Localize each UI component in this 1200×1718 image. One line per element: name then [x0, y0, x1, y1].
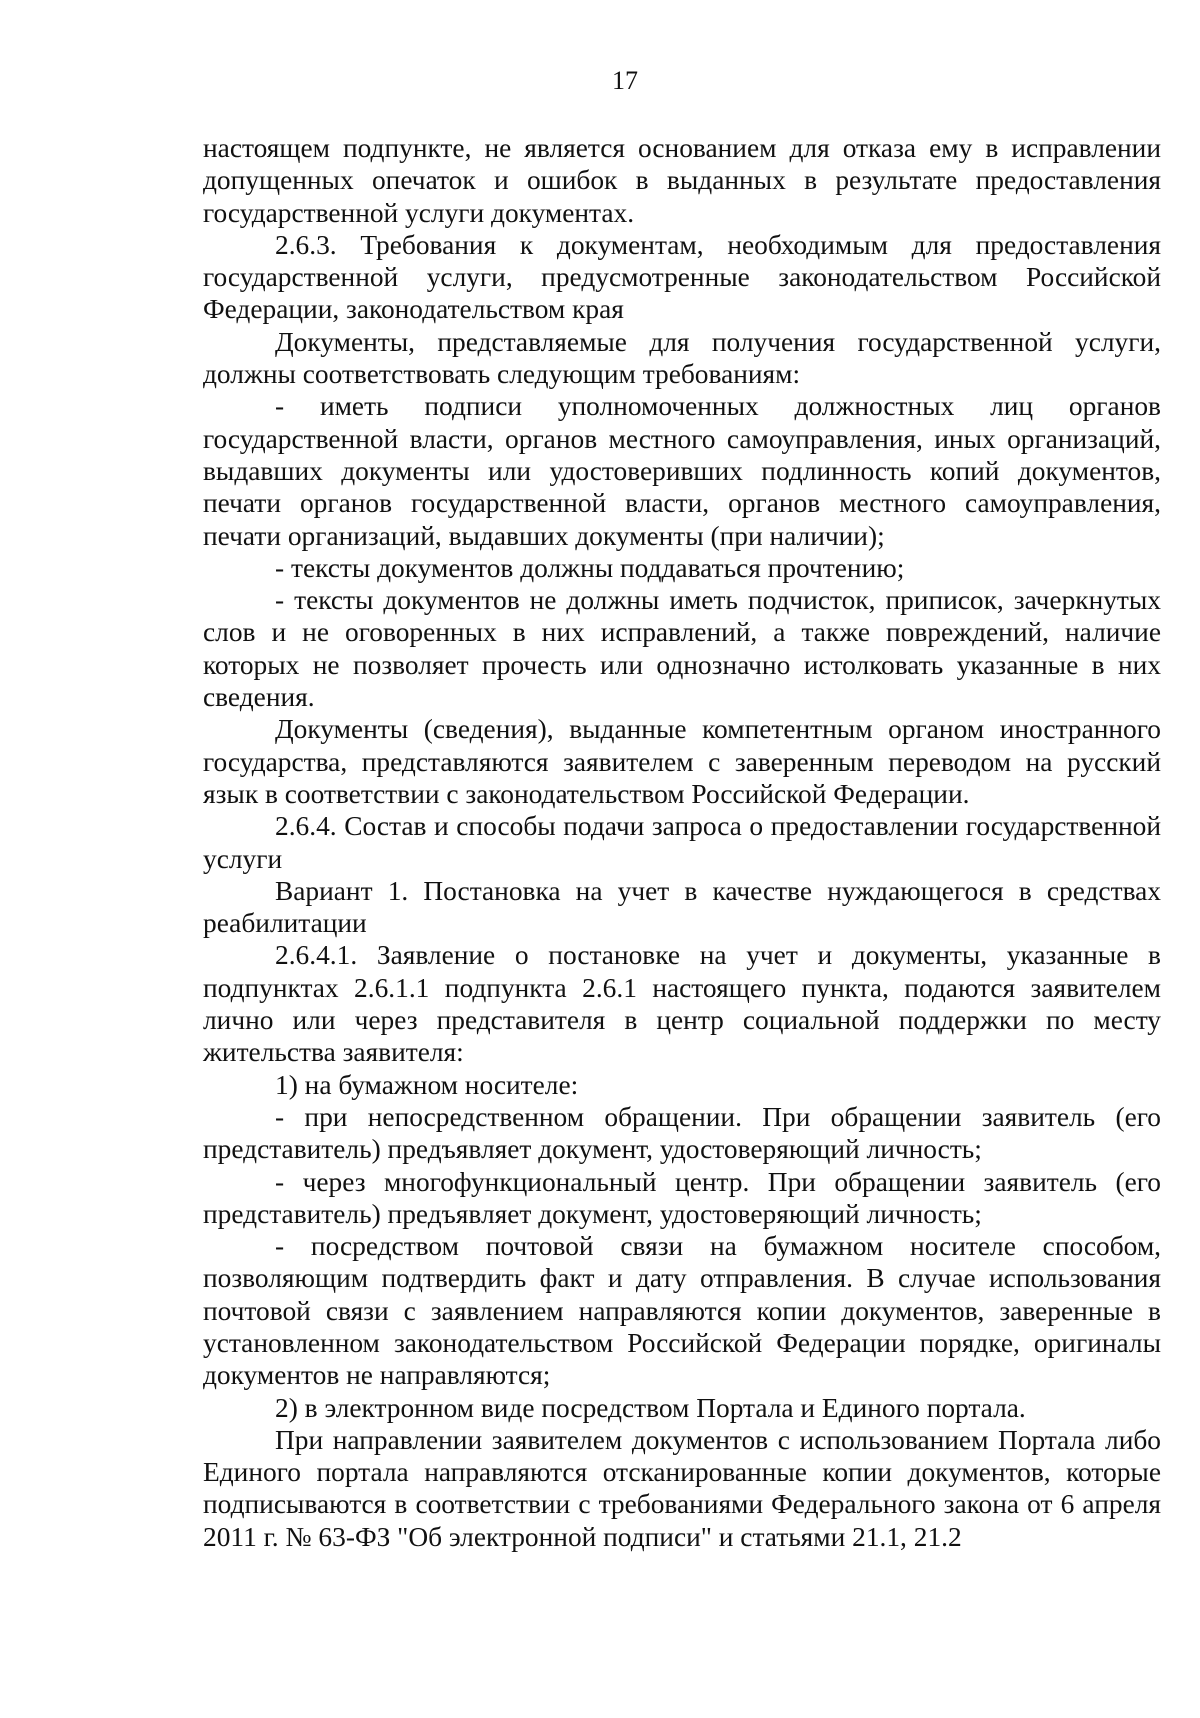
list-item-signatures: - иметь подписи уполномоченных должностных лиц органов государственной власти, органов местного самоуправления, иных организаций, выдавших документы или удостоверивших подлинность копий документов, печати органов государственной власти, органов местного самоуправления, печати организаций, выдавших документы (при наличии);	[203, 391, 1161, 551]
list-item-no-corrections: - тексты документов не должны иметь подчисток, приписок, зачеркнутых слов и не оговоренных в них исправлений, а также повреждений, наличие которых не позволяет прочесть или однозначно истолковать указанные в них сведения.	[203, 585, 1161, 713]
list-item-direct-appeal: - при непосредственном обращении. При обращении заявитель (его представитель) предъявляет документ, удостоверяющий личность;	[203, 1101, 1161, 1165]
document-body	[203, 132, 1161, 1553]
page-number: 17	[612, 66, 638, 95]
list-item-mfc: - через многофункциональный центр. При обращении заявитель (его представитель) предъявляет документ, удостоверяющий личность;	[203, 1166, 1161, 1229]
paragraph-section-2-6-4-1: 2.6.4.1. Заявление о постановке на учет и документы, указанные в подпунктах 2.6.1.1 подпункта 2.6.1 настоящего пункта, подаются заявителем лично или через представителя в центр социальной поддержки по месту жительства заявителя:	[203, 940, 1161, 1068]
list-item-postal: - посредством почтовой связи на бумажном носителе способом, позволяющим подтвердить факт и дату отправления. В случае использования почтовой связи с заявлением направляются копии документов, заверенные в установленном законодательством Российской Федерации порядке, оригиналы документов не направляются;	[203, 1231, 1161, 1391]
paragraph-variant-1: Вариант 1. Постановка на учет в качестве нуждающегося в средствах реабилитации	[203, 875, 1161, 939]
paragraph-section-2-6-3-heading: 2.6.3. Требования к документам, необходимым для предоставления государственной услуги, предусмотренные законодательством Российской Федерации, законодательством края	[203, 229, 1161, 325]
paragraph-foreign-documents: Документы (сведения), выданные компетентным органом иностранного государства, представляются заявителем с заверенным переводом на русский язык в соответствии с законодательством Российской Федерации.	[203, 714, 1161, 809]
paragraph-requirements-intro: Документы, представляемые для получения государственной услуги, должны соответствовать следующим требованиям:	[203, 326, 1161, 390]
paragraph-section-2-6-4-heading: 2.6.4. Состав и способы подачи запроса о предоставлении государственной услуги	[203, 811, 1161, 874]
paragraph-continuation: настоящем подпункте, не является основанием для отказа ему в исправлении допущенных опечаток и ошибок в выданных в результате предоставления государственной услуги документах.	[203, 133, 1161, 228]
list-item-readable: - тексты документов должны поддаваться прочтению;	[275, 552, 905, 583]
list-item-paper-medium: 1) на бумажном носителе:	[275, 1069, 579, 1100]
list-item-electronic: 2) в электронном виде посредством Портала и Единого портала.	[275, 1392, 1026, 1423]
paragraph-electronic-signature: При направлении заявителем документов с использованием Портала либо Единого портала направляются отсканированные копии документов, которые подписываются в соответствии с требованиями Федерального закона от 6 апреля 2011 г. № 63-ФЗ "Об электронной подписи" и статьями 21.1, 21.2	[203, 1424, 1161, 1552]
